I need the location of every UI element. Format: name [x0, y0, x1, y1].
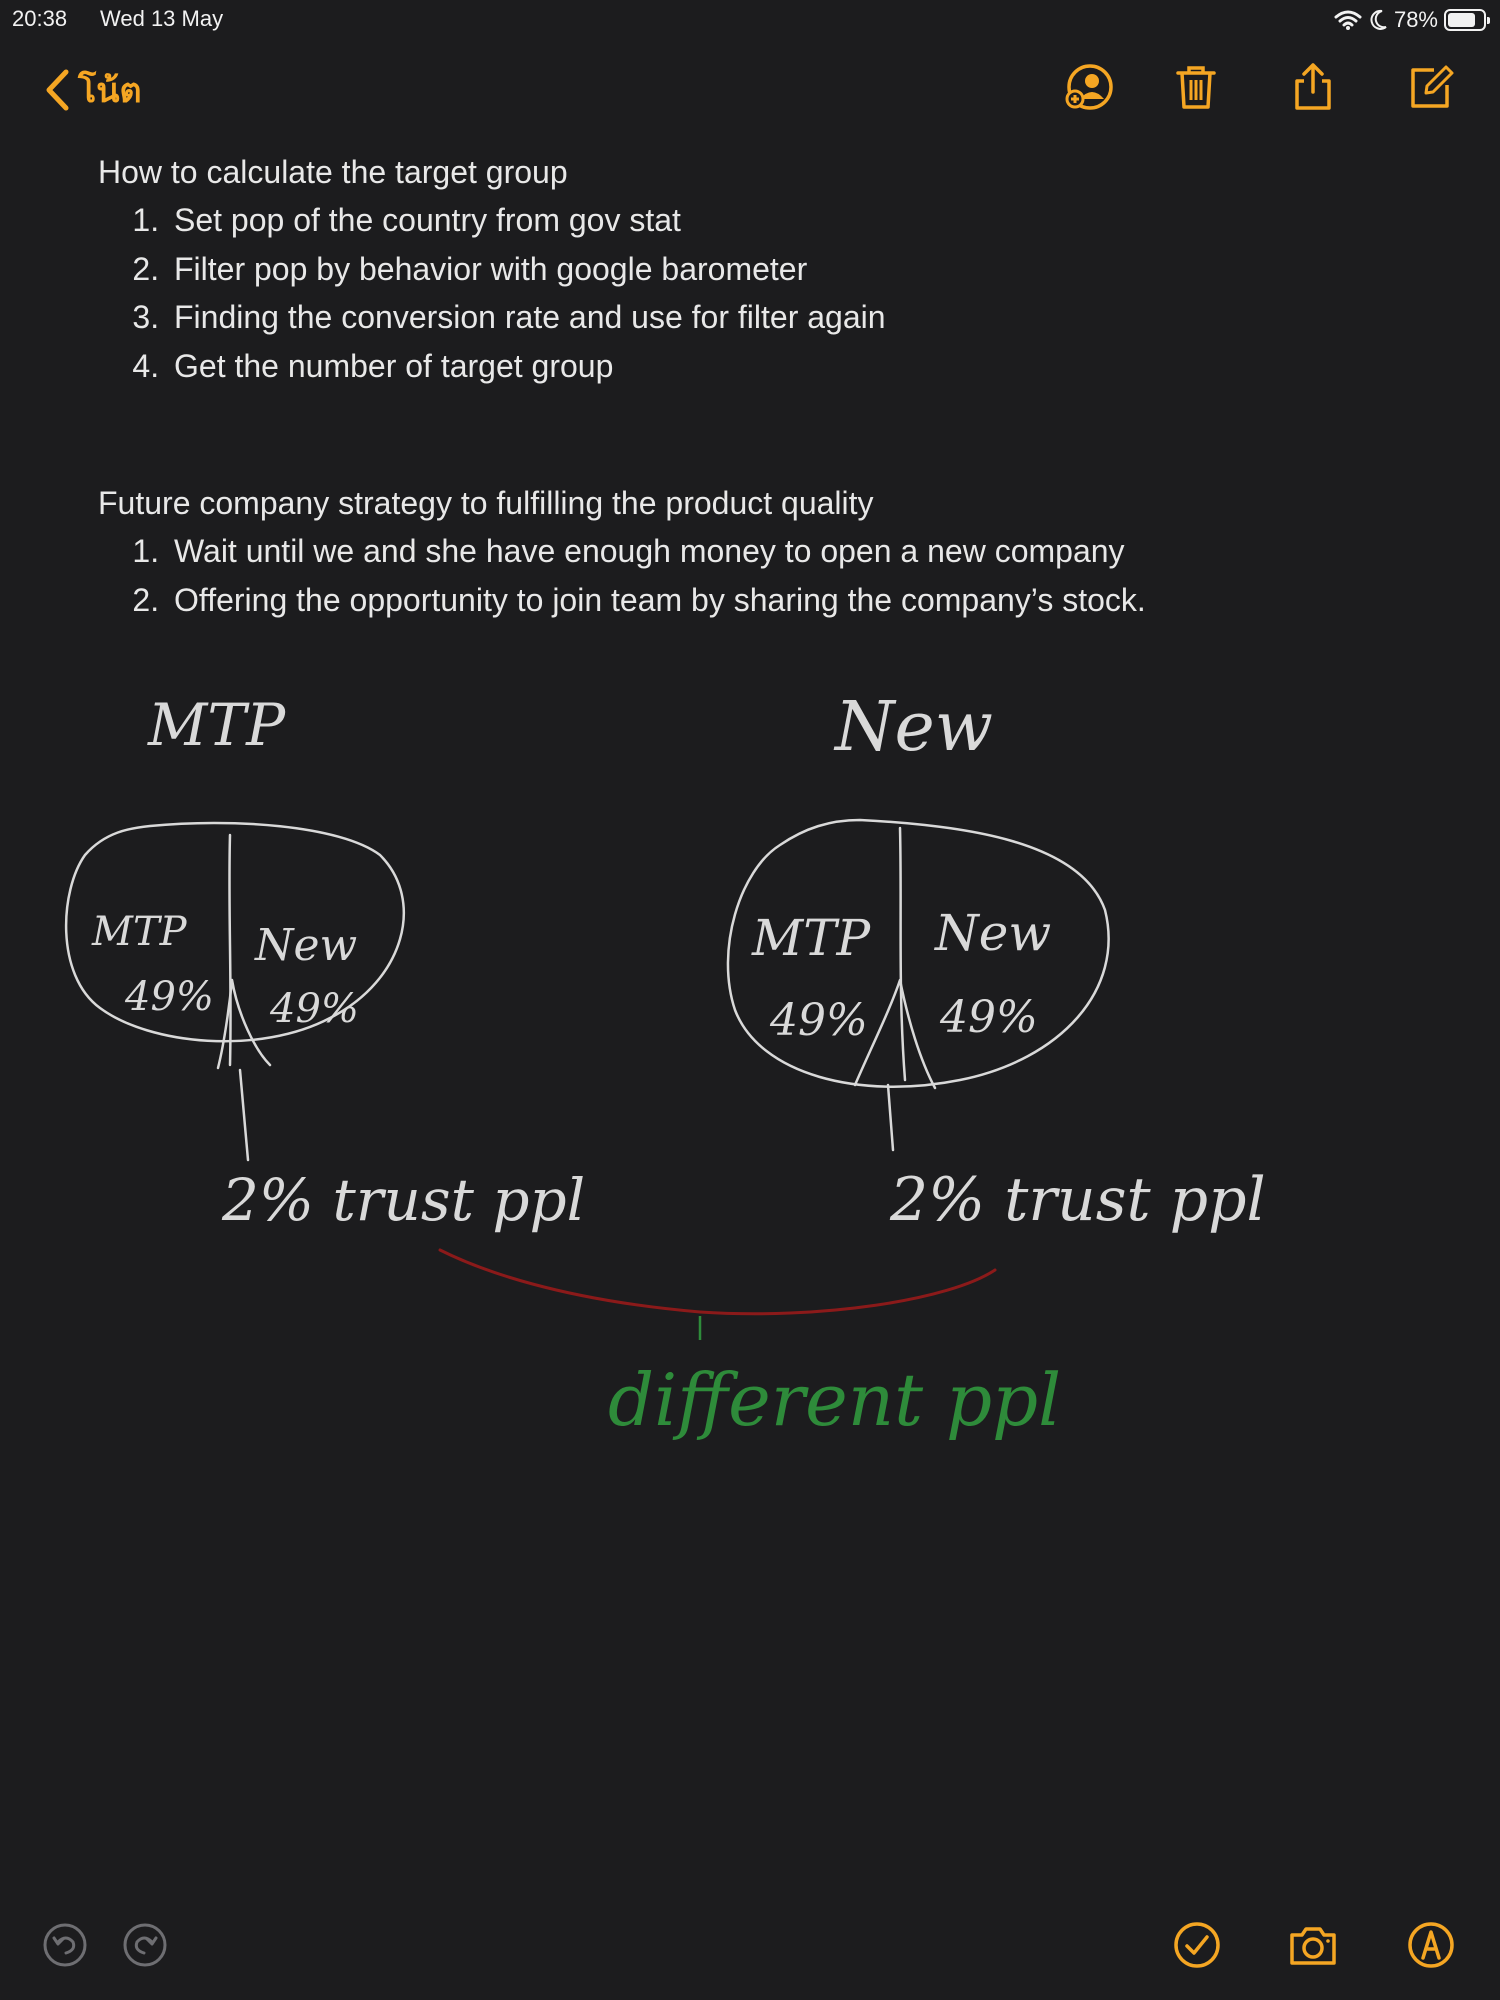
right-title: New: [835, 688, 993, 767]
left-slice-b-value: 49%: [270, 986, 359, 1032]
note-body[interactable]: [98, 148, 1398, 624]
chevron-left-icon: [44, 68, 70, 112]
back-label: โน้ต: [78, 72, 142, 110]
left-slice-a-label: MTP: [92, 909, 187, 955]
status-date: Wed 13 May: [100, 6, 224, 31]
checklist-icon[interactable]: [1172, 1920, 1222, 1970]
status-indicators: [1334, 6, 1486, 34]
battery-percentage: 78%: [1393, 7, 1438, 32]
numbered-list: [98, 196, 1398, 390]
handwritten-sketch[interactable]: [0, 660, 1500, 1500]
right-divider: [900, 828, 905, 1080]
left-divider: [229, 835, 230, 1065]
moon-icon: [1368, 9, 1388, 31]
left-note: 2% trust ppl: [222, 1166, 586, 1234]
right-note: 2% trust ppl: [890, 1165, 1266, 1235]
nav-bar: [0, 55, 1500, 125]
section-heading: Future company strategy to fulfilling the product quality: [98, 485, 874, 521]
share-icon[interactable]: [1287, 61, 1339, 113]
redo-icon[interactable]: [120, 1920, 170, 1970]
numbered-list: [98, 527, 1398, 624]
markup-icon[interactable]: [1406, 1920, 1456, 1970]
undo-icon[interactable]: [40, 1920, 90, 1970]
right-slice-b-value: 49%: [940, 992, 1038, 1043]
compose-icon[interactable]: [1404, 61, 1456, 113]
left-pointer: [240, 1070, 248, 1160]
right-slice-a-value: 49%: [770, 995, 868, 1046]
list-item: 3. Finding the conversion rate and use for filter again: [168, 293, 1398, 342]
status-time: 20:38: [12, 6, 68, 31]
battery-icon: [1444, 9, 1486, 31]
back-button[interactable]: [44, 63, 142, 117]
wifi-icon: [1334, 9, 1362, 31]
camera-icon[interactable]: [1288, 1920, 1338, 1970]
conclusion-note: different ppl: [608, 1358, 1062, 1442]
bottom-toolbar: [0, 1920, 1500, 1980]
status-bar: [0, 0, 1500, 40]
left-wedge: [218, 980, 270, 1068]
list-item: 4. Get the number of target group: [168, 342, 1398, 391]
left-title: MTP: [148, 691, 286, 759]
list-item: 1. Set pop of the country from gov stat: [168, 196, 1398, 245]
left-slice-b-label: New: [255, 920, 358, 971]
red-brace-line: [440, 1250, 995, 1314]
right-slice-b-label: New: [935, 904, 1052, 962]
right-slice-a-label: MTP: [752, 909, 871, 967]
trash-icon[interactable]: [1170, 61, 1222, 113]
section-heading: How to calculate the target group: [98, 154, 568, 190]
left-slice-a-value: 49%: [125, 974, 214, 1020]
add-person-icon[interactable]: [1064, 61, 1116, 113]
list-item: 1. Wait until we and she have enough money to open a new company: [168, 527, 1398, 576]
battery-level: [1448, 13, 1475, 27]
right-pointer: [888, 1085, 893, 1150]
list-item: 2. Filter pop by behavior with google barometer: [168, 245, 1398, 294]
list-item: 2. Offering the opportunity to join team by sharing the company’s stock.: [168, 576, 1398, 625]
